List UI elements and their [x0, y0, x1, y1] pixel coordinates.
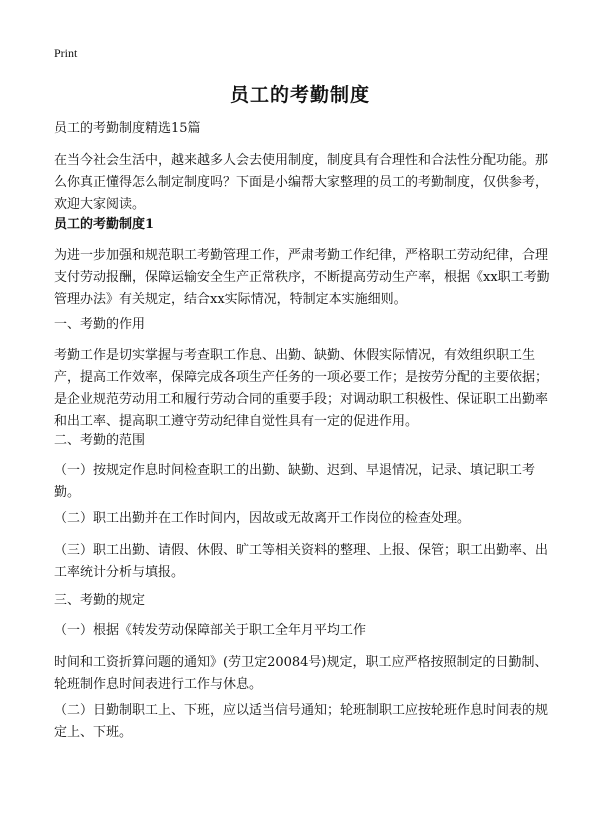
paragraph-2: 考勤工作是切实掌握与考查职工作息、出勤、缺勤、休假实际情况，有效组织职工生产，提高工作效率，保障完成各项生产任务的一项必要工作；是按劳分配的主要依据；是企业规范劳动用工和履行劳动合同的重要手段；对调动职工积极性、保证职工出勤率和出工率、提高职工遵守劳动纪律自觉性具有一定的促进作用。: [54, 348, 549, 429]
heading-scope: 二、考勤的范围: [54, 433, 146, 448]
subtitle: 员工的考勤制度精选15篇: [54, 121, 201, 136]
heading-role: 一、考勤的作用: [54, 317, 146, 332]
section-heading: 员工的考勤制度1: [54, 217, 155, 232]
print-label[interactable]: Print: [54, 46, 78, 60]
paragraph-1: 为进一步加强和规范职工考勤管理工作，严肃考勤工作纪律，严格职工劳动纪律，合理支付劳动报酬，保障运输安全生产正常秩序，不断提高劳动生产率，根据《xx职工考勤管理办法》有关规定，结合xx实际情况，特制定本实施细则。: [54, 248, 550, 307]
page-title: 员工的考勤制度: [229, 84, 370, 106]
heading-rules: 三、考勤的规定: [54, 593, 146, 608]
intro-paragraph: 在当今社会生活中，越来越多人会去使用制度，制度具有合理性和合法性分配功能。那么你真正懂得怎么制定制度吗？下面是小编帮大家整理的员工的考勤制度，仅供参考，欢迎大家阅读。: [54, 153, 549, 212]
list-item-5: （二）日勤制职工上、下班，应以适当信号通知；轮班制职工应按轮班作息时间表的规定上、下班。: [54, 703, 549, 740]
list-item-3: （三）职工出勤、请假、休假、旷工等相关资料的整理、上报、保管；职工出勤率、出工率统计分析与填报。: [54, 543, 549, 580]
paragraph-3: 时间和工资折算问题的通知》(劳卫定20084号)规定，职工应严格按照制定的日勤制、轮班制作息时间表进行工作与休息。: [54, 655, 548, 692]
list-item-2: （二）职工出勤并在工作时间内，因故或无故离开工作岗位的检查处理。: [54, 511, 471, 526]
list-item-1: （一）按规定作息时间检查职工的出勤、缺勤、迟到、早退情况，记录、填记职工考勤。: [54, 463, 536, 500]
list-item-4: （一）根据《转发劳动保障部关于职工全年月平均工作: [54, 623, 367, 638]
